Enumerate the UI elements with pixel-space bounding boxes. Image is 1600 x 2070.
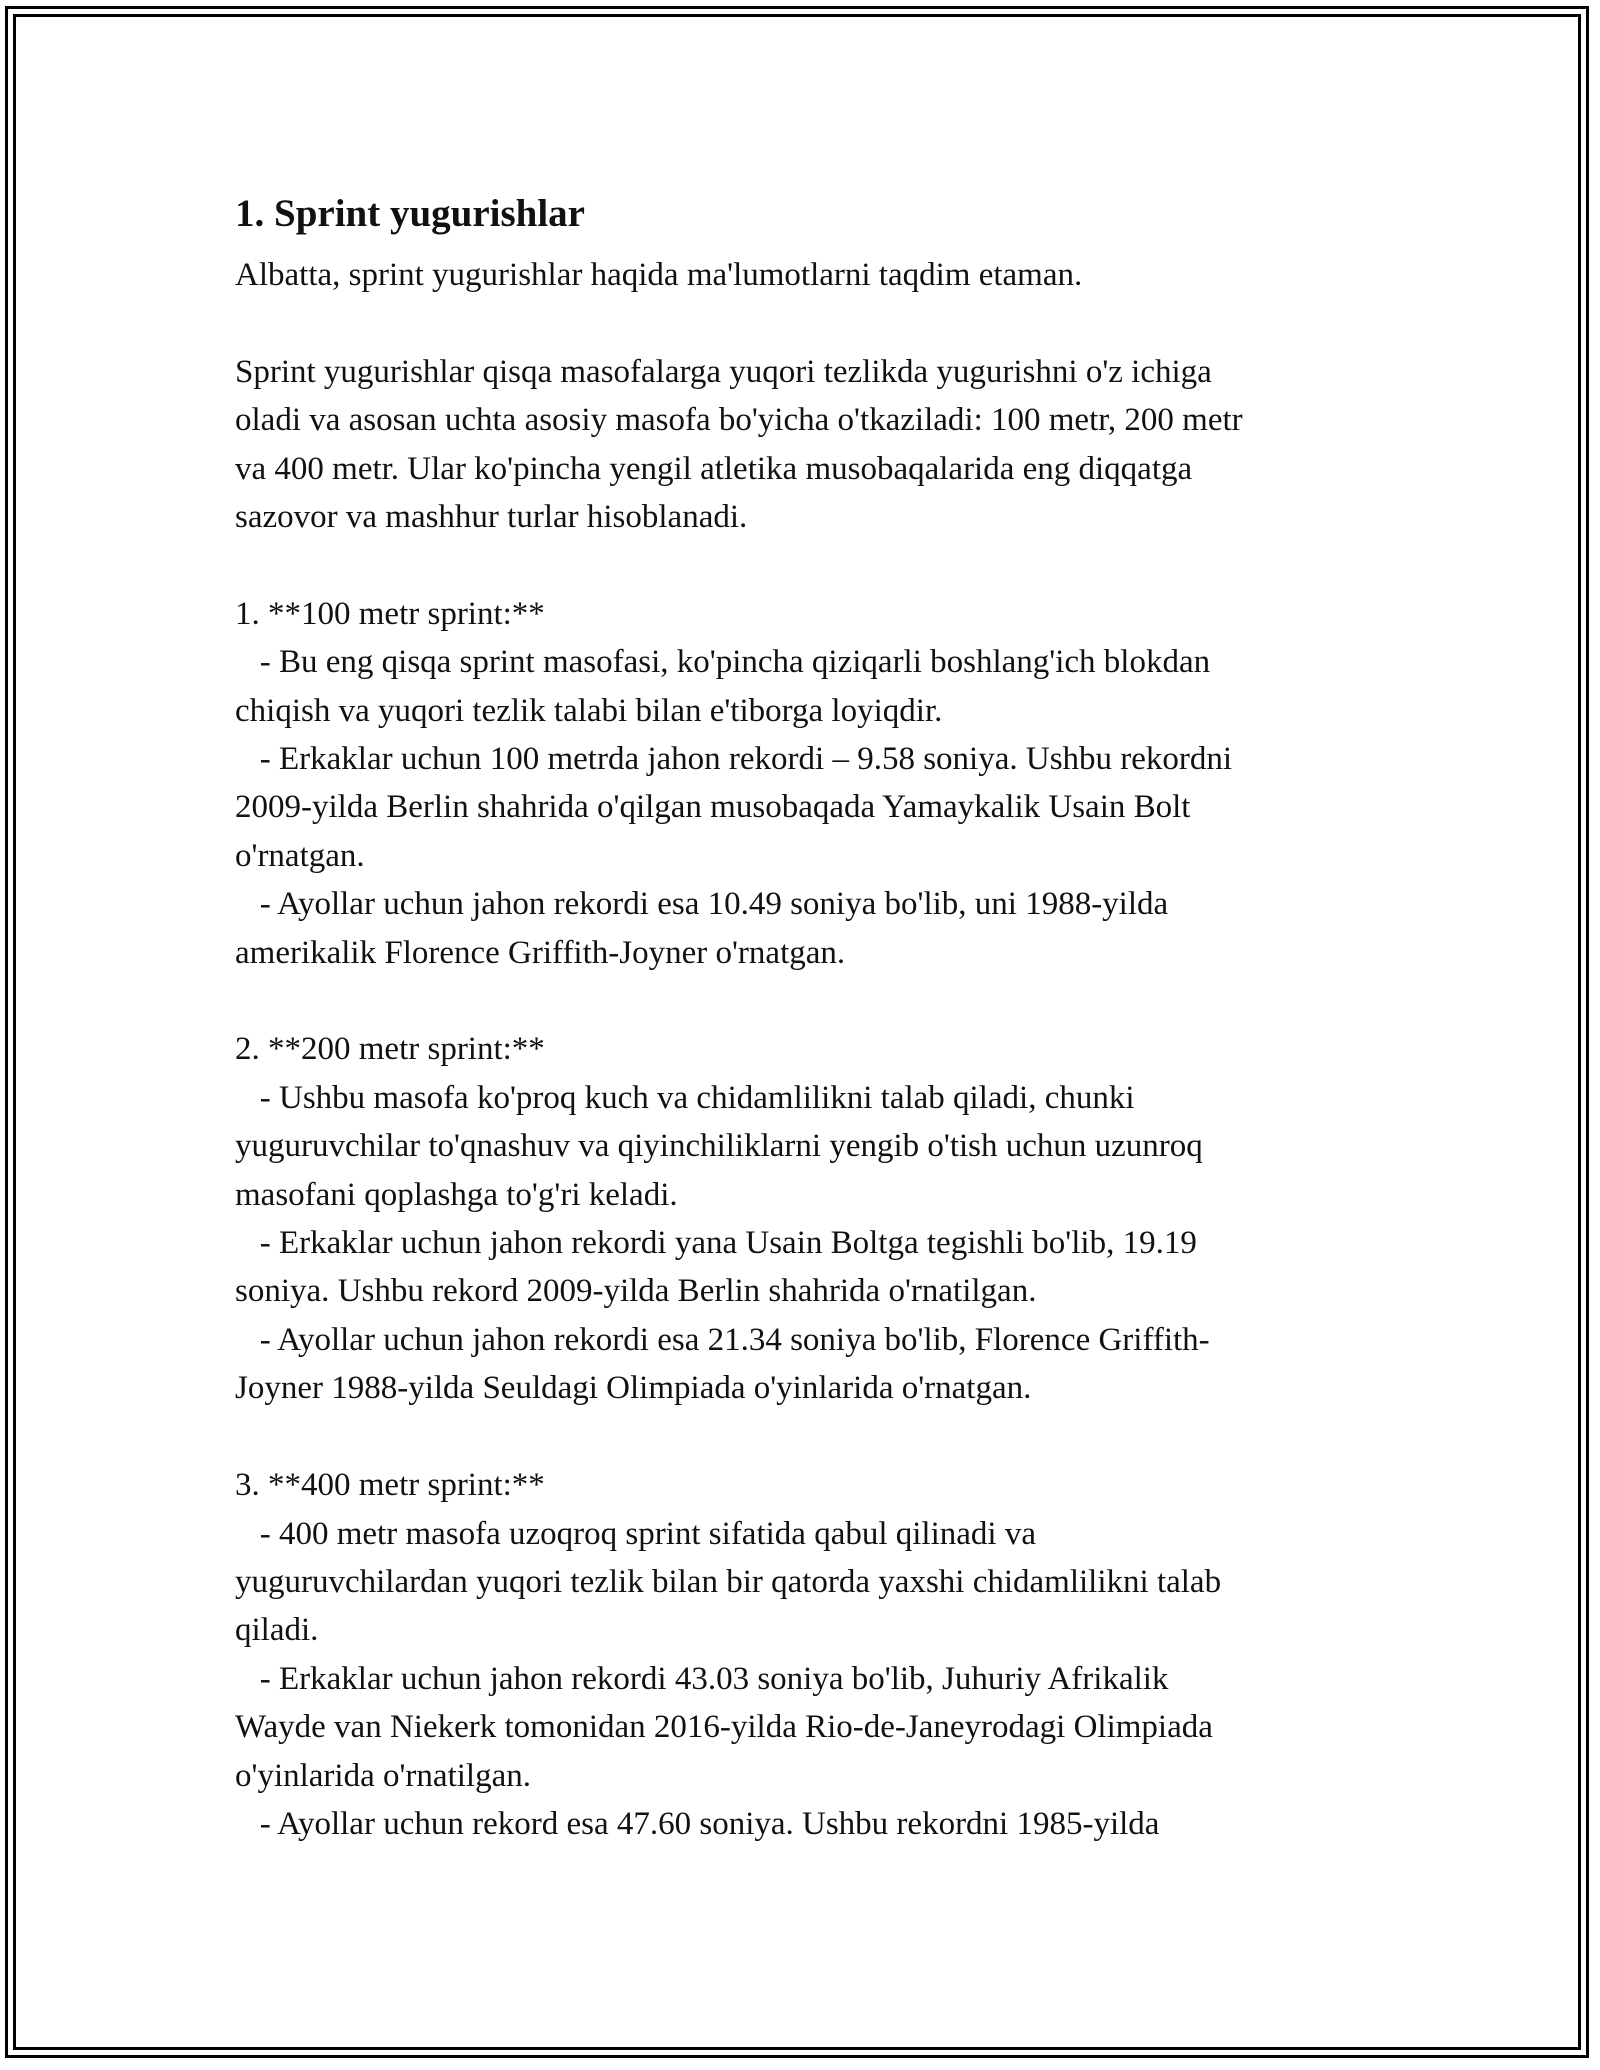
- section-100m-line: - Bu eng qisqa sprint masofasi, ko'pincha qiziqarli boshlang'ich blokdan: [235, 644, 1211, 681]
- section-200m-title: 2. **200 metr sprint:**: [235, 1031, 545, 1068]
- overview-line: va 400 metr. Ular ko'pincha yengil atletika musobaqalarida eng diqqatga: [235, 450, 1193, 487]
- section-100m: [235, 590, 1375, 977]
- section-200m-line: - Ushbu masofa ko'proq kuch va chidamlilikni talab qiladi, chunki: [235, 1079, 1135, 1116]
- section-400m-line: o'yinlarida o'rnatilgan.: [235, 1757, 531, 1794]
- section-400m: [235, 1461, 1375, 1848]
- section-200m: [235, 1025, 1375, 1412]
- section-400m-line: qiladi.: [235, 1612, 319, 1649]
- section-200m-line: - Erkaklar uchun jahon rekordi yana Usain Boltga tegishli bo'lib, 19.19: [235, 1225, 1197, 1262]
- section-100m-line: - Erkaklar uchun 100 metrda jahon rekordi – 9.58 soniya. Ushbu rekordni: [235, 741, 1233, 778]
- overview-line: Sprint yugurishlar qisqa masofalarga yuqori tezlikda yugurishni o'z ichiga: [235, 353, 1212, 390]
- section-400m-line: - Erkaklar uchun jahon rekordi 43.03 soniya bo'lib, Juhuriy Afrikalik: [235, 1660, 1169, 1697]
- section-400m-title: 3. **400 metr sprint:**: [235, 1467, 545, 1504]
- intro-paragraph: Albatta, sprint yugurishlar haqida ma'lumotlarni taqdim etaman.: [235, 257, 1083, 293]
- section-heading: 1. Sprint yugurishlar: [235, 192, 585, 235]
- section-400m-line: - Ayollar uchun rekord esa 47.60 soniya. Ushbu rekordni 1985-yilda: [235, 1805, 1160, 1842]
- section-100m-line: o'rnatgan.: [235, 837, 365, 874]
- section-100m-line: chiqish va yuqori tezlik talabi bilan e'tiborga loyiqdir.: [235, 692, 943, 729]
- section-400m-line: yuguruvchilardan yuqori tezlik bilan bir qatorda yaxshi chidamlilikni talab: [235, 1563, 1222, 1600]
- document-body: [235, 185, 1375, 1848]
- section-100m-line: 2009-yilda Berlin shahrida o'qilgan musobaqada Yamaykalik Usain Bolt: [235, 789, 1191, 826]
- section-200m-line: - Ayollar uchun jahon rekordi esa 21.34 soniya bo'lib, Florence Griffith-: [235, 1321, 1210, 1358]
- overview-line: sazovor va mashhur turlar hisoblanadi.: [235, 499, 748, 536]
- section-200m-line: masofani qoplashga to'g'ri keladi.: [235, 1176, 678, 1213]
- section-400m-line: Wayde van Niekerk tomonidan 2016-yilda Rio-de-Janeyrodagi Olimpiada: [235, 1709, 1213, 1746]
- overview-paragraph: [235, 348, 1375, 542]
- section-100m-line: amerikalik Florence Griffith-Joyner o'rnatgan.: [235, 934, 846, 971]
- overview-line: oladi va asosan uchta asosiy masofa bo'yicha o'tkaziladi: 100 metr, 200 metr: [235, 402, 1243, 439]
- section-200m-line: yuguruvchilar to'qnashuv va qiyinchiliklarni yengib o'tish uchun uzunroq: [235, 1128, 1203, 1165]
- section-200m-line: Joyner 1988-yilda Seuldagi Olimpiada o'yinlarida o'rnatgan.: [235, 1370, 1032, 1407]
- section-100m-line: - Ayollar uchun jahon rekordi esa 10.49 soniya bo'lib, uni 1988-yilda: [235, 886, 1169, 923]
- section-200m-line: soniya. Ushbu rekord 2009-yilda Berlin shahrida o'rnatilgan.: [235, 1273, 1037, 1310]
- section-400m-line: - 400 metr masofa uzoqroq sprint sifatida qabul qilinadi va: [235, 1515, 1036, 1552]
- section-100m-title: 1. **100 metr sprint:**: [235, 595, 545, 632]
